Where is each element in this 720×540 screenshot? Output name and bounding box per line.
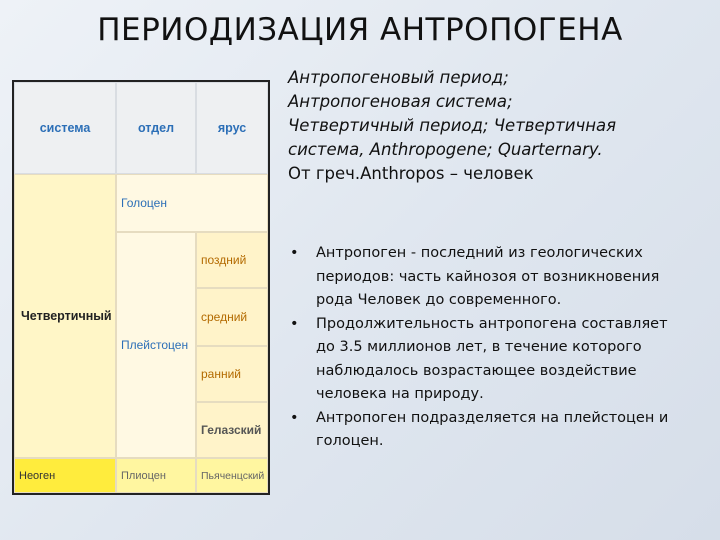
stratigraphy-table: [12, 80, 270, 495]
definition-etymology: От греч.Anthropos – человек: [288, 164, 534, 183]
bullet-line: рода Человек до современного.: [316, 292, 562, 308]
stage-piacenzian: Пьяченцский: [196, 458, 268, 493]
bullet-line: периодов: часть кайнозоя от возникновения: [316, 268, 660, 285]
system-neogene: Неоген: [14, 458, 116, 493]
definition-block: [288, 66, 716, 186]
slide-title: ПЕРИОДИЗАЦИЯ АНТРОПОГЕНА: [97, 12, 623, 48]
bullet-item: [288, 313, 716, 407]
bullet-line: Антропоген подразделяется на плейстоцен и: [316, 409, 669, 426]
definition-line: Антропогеновый период;: [288, 68, 509, 87]
header-department: отдел: [116, 82, 196, 174]
bullet-line: Антропоген - последний из геологических: [316, 245, 643, 261]
bullet-line: наблюдалось возрастающее воздействие: [316, 362, 637, 379]
stage-late: поздний: [196, 232, 268, 288]
definition-line: система, Anthropogene; Quarternary.: [288, 140, 603, 159]
department-holocene: Голоцен: [116, 174, 268, 232]
department-pliocene: Плиоцен: [116, 458, 196, 493]
header-stage: ярус: [196, 82, 268, 174]
stage-middle: средний: [196, 288, 268, 346]
bullet-line: голоцен.: [316, 433, 384, 449]
definition-line: Четвертичный период; Четвертичная: [288, 116, 617, 135]
bullet-icon: •: [290, 409, 299, 426]
bullet-line: Продолжительность антропогена составляет: [316, 315, 668, 332]
system-quaternary: Четвертичный: [14, 174, 116, 458]
bullet-icon: •: [290, 245, 299, 261]
bullet-line: человека на природу.: [316, 386, 484, 402]
bullet-icon: •: [290, 315, 299, 332]
definition-line: Антропогеновая система;: [288, 92, 513, 111]
bullet-item: [288, 407, 716, 454]
header-system: система: [14, 82, 116, 174]
stage-early: ранний: [196, 346, 268, 402]
stage-gelasian: Гелазский: [196, 402, 268, 458]
bullet-line: до 3.5 миллионов лет, в течение которого: [316, 339, 642, 355]
bullet-list: [288, 242, 716, 454]
department-pleistocene: Плейстоцен: [116, 232, 196, 458]
bullet-item: [288, 242, 716, 313]
